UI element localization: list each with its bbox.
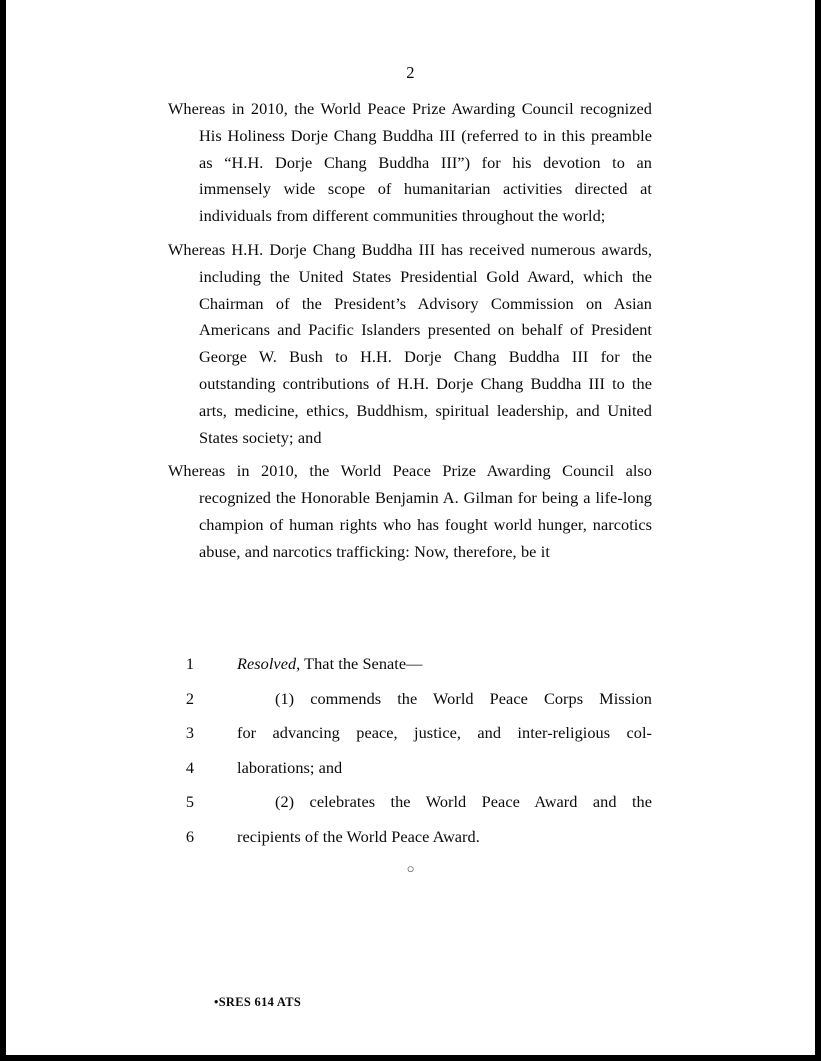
line-number: 5 xyxy=(185,792,194,812)
scan-edge-bottom xyxy=(0,1055,821,1061)
line-text xyxy=(237,790,652,814)
whereas-clause: Whereas H.H. Dorje Chang Buddha III has received numerous awards, including the United States Presidential Gold Award, which the Chairman of the President’s Advisory Commission on Asian Americans and Pacific Islanders presented on behalf of President George W. Bush to H.H. Dorje Chang Buddha III for the outstanding contributions of H.H. Dorje Chang Buddha III to the arts, medicine, ethics, Buddhism, spiritual leadership, and United States society; and xyxy=(168,239,652,447)
page-number: 2 xyxy=(406,63,415,82)
line-number: 4 xyxy=(185,757,194,777)
whereas-clause: Whereas in 2010, the World Peace Prize Awarding Council also recognized the Honorable Benjamin A. Gilman for being a life-long champion of human rights who has fought world hunger, narcotics abuse, and narcotics trafficking: Now, therefore, be it xyxy=(168,461,652,561)
whereas-clause: Whereas in 2010, the World Peace Prize Awarding Council recognized His Holiness Dorje Chang Buddha III (referred to in this preamble as “H.H. Dorje Chang Buddha III”) for his devotion to an immensely wide scope of humanitarian activities directed at individuals from different communities throughout the world; xyxy=(168,99,652,226)
line-body: recipients of the World Peace Award. xyxy=(237,826,480,846)
resolution-section xyxy=(168,652,652,860)
end-of-document-mark: ○ xyxy=(406,861,415,876)
scan-edge-right xyxy=(815,0,821,1061)
resolved-label: Resolved, xyxy=(237,654,301,673)
line-number: 6 xyxy=(185,826,194,846)
scan-edge-left xyxy=(0,0,6,1061)
resolution-line xyxy=(168,825,652,860)
line-number: 1 xyxy=(185,654,194,673)
line-text xyxy=(237,721,652,745)
line-text xyxy=(237,825,652,849)
line-text xyxy=(237,756,652,780)
document-footer-identifier: •SRES 614 ATS xyxy=(214,995,302,1009)
line-number: 3 xyxy=(185,723,194,743)
line-body: That the Senate— xyxy=(300,654,423,673)
line-body: (2) celebrates the World Peace Award and the xyxy=(275,792,652,812)
line-body: laborations; and xyxy=(237,757,343,777)
line-body: (1) commends the World Peace Corps Mission xyxy=(275,688,652,708)
resolution-line xyxy=(168,790,652,825)
line-number: 2 xyxy=(185,688,194,708)
line-text xyxy=(237,652,652,676)
resolution-line xyxy=(168,721,652,756)
resolution-line xyxy=(168,687,652,722)
line-text xyxy=(237,687,652,711)
resolution-line xyxy=(168,756,652,791)
preamble-section xyxy=(168,96,652,566)
resolution-line xyxy=(168,652,652,687)
line-body: for advancing peace, justice, and inter-religious col- xyxy=(237,723,652,743)
